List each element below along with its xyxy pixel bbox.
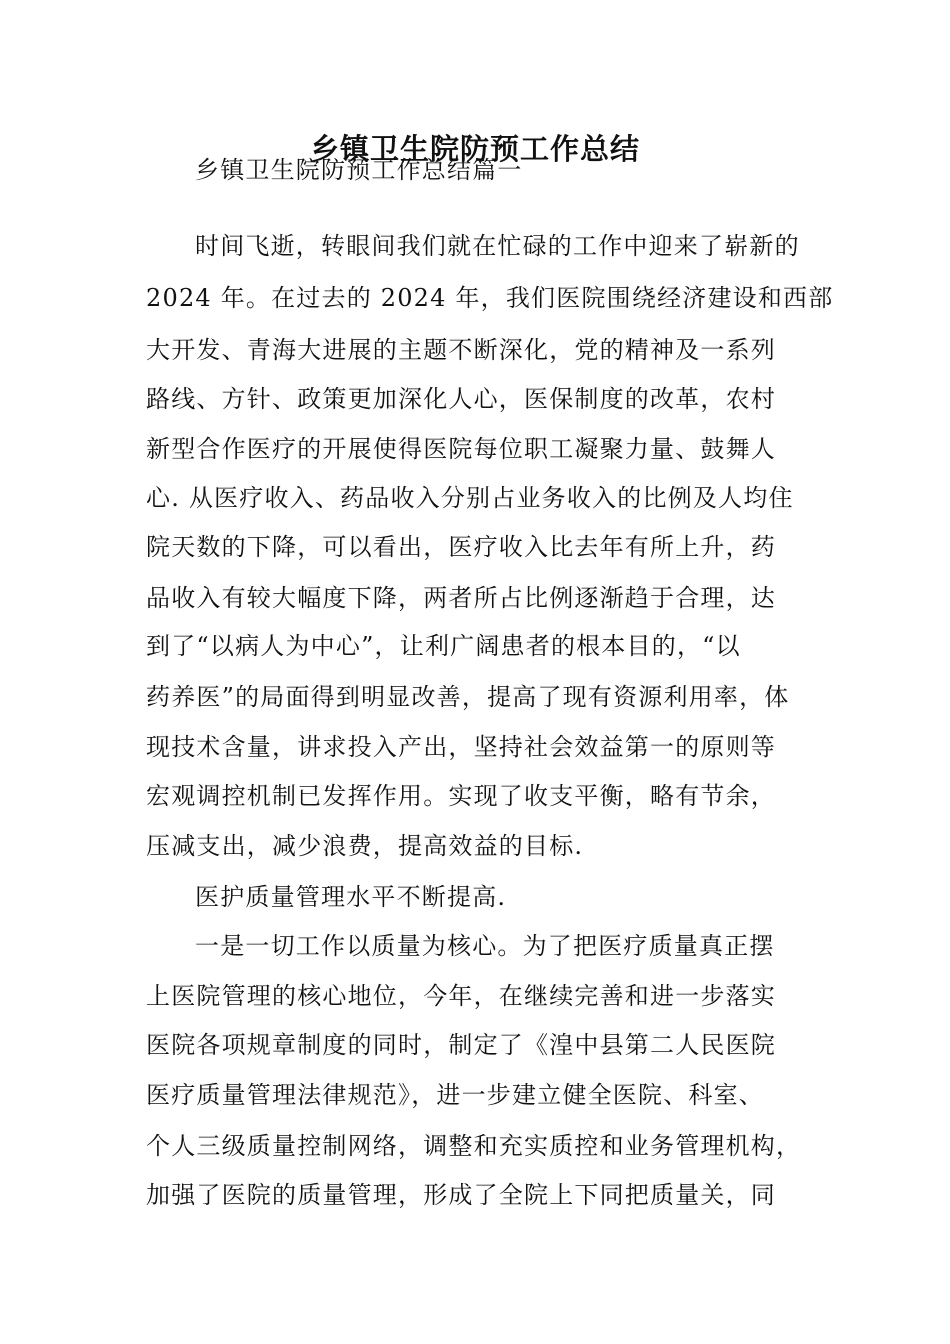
- document-title: 乡镇卫生院防预工作总结: [309, 132, 640, 166]
- paragraph-line: 一是一切工作以质量为核心。为了把医疗质量真正摆: [195, 932, 775, 960]
- paragraph-line: 2024 年。在过去的 2024 年，我们医院围绕经济建设和西部: [146, 284, 834, 312]
- paragraph-line: 药养医”的局面得到明显改善，提高了现有资源利用率，体: [146, 683, 790, 711]
- paragraph-line: 院天数的下降，可以看出，医疗收入比去年有所上升，药: [146, 533, 776, 561]
- paragraph-line: 路线、方针、政策更加深化人心，医保制度的改革，农村: [146, 385, 776, 413]
- paragraph-line: 现技术含量，讲求投入产出，坚持社会效益第一的原则等: [146, 733, 776, 761]
- paragraph-line: 大开发、青海大进展的主题不断深化，党的精神及一系列: [146, 336, 776, 364]
- paragraph-line: 压减支出，减少浪费，提高效益的目标.: [146, 832, 584, 860]
- paragraph-line: 时间飞逝，转眼间我们就在忙碌的工作中迎来了崭新的: [195, 232, 800, 260]
- paragraph-line: 医疗质量管理法律规范》，进一步建立健全医院、科室、: [146, 1081, 764, 1109]
- paragraph-line: 心. 从医疗收入、药品收入分别占业务收入的比例及人均住: [146, 484, 794, 512]
- paragraph-line: 宏观调控机制已发挥作用。实现了收支平衡，略有节余，: [146, 782, 776, 810]
- paragraph-line: 新型合作医疗的开展使得医院每位职工凝聚力量、鼓舞人: [146, 435, 776, 463]
- paragraph-line: 个人三级质量控制网络，调整和充实质控和业务管理机构，: [146, 1132, 802, 1160]
- paragraph-line: 品收入有较大幅度下降，两者所占比例逐渐趋于合理，达: [146, 584, 776, 612]
- paragraph-line: 加强了医院的质量管理，形成了全院上下同把质量关，同: [146, 1181, 776, 1209]
- paragraph-line: 到了“以病人为中心”，让利广阔患者的根本目的，“以: [146, 632, 741, 660]
- paragraph-line: 医院各项规章制度的同时，制定了《湟中县第二人民医院: [146, 1031, 776, 1059]
- paragraph-line: 上医院管理的核心地位，今年，在继续完善和进一步落实: [146, 982, 776, 1010]
- paragraph-line: 医护质量管理水平不断提高.: [195, 883, 507, 911]
- section-heading: 乡镇卫生院防预工作总结篇一: [195, 156, 523, 184]
